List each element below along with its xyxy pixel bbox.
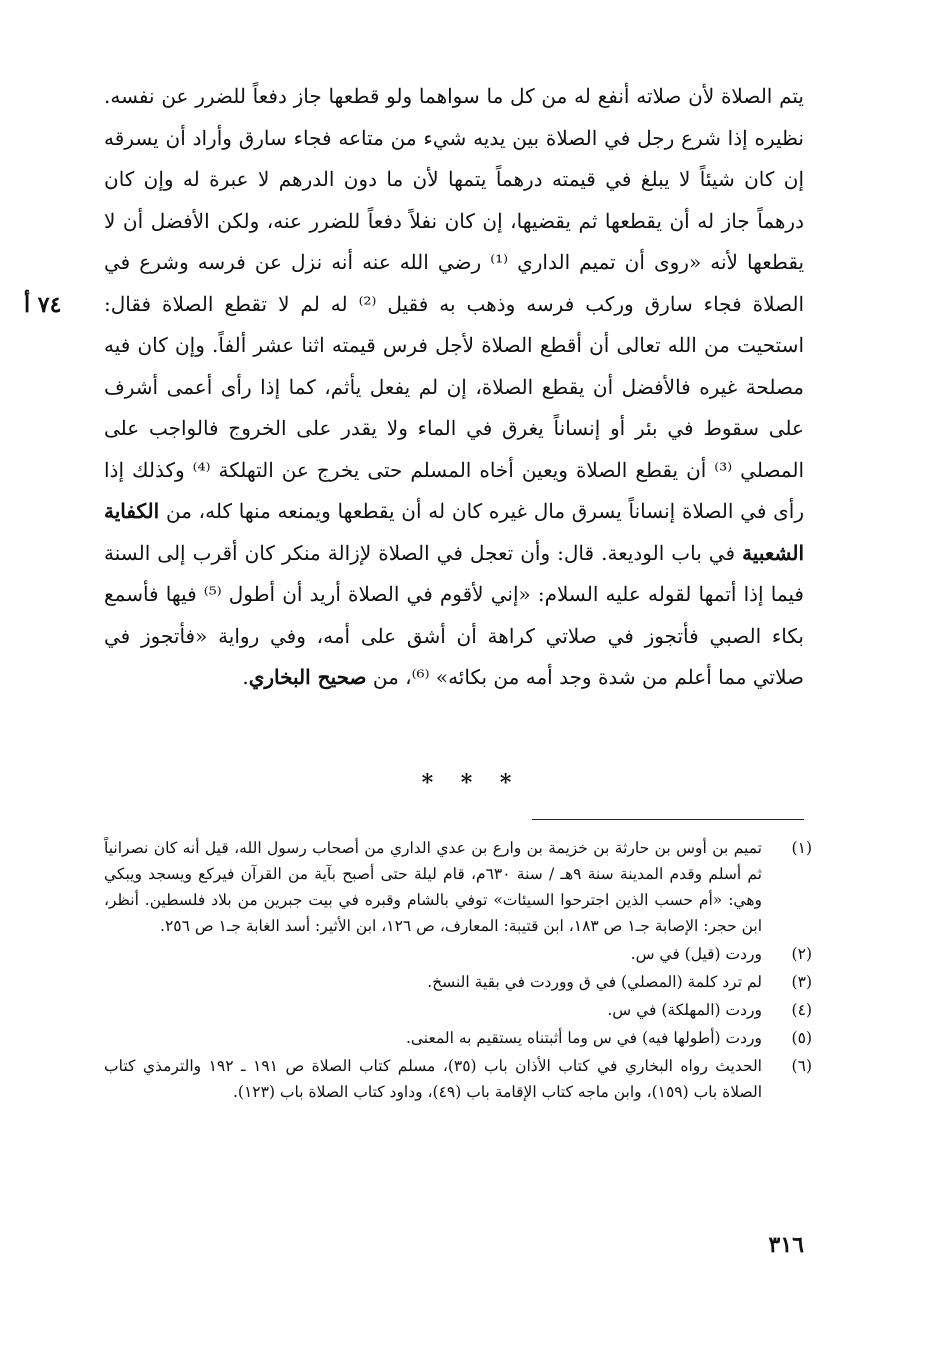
footnote-text: وردت (قيل) في س. [630,945,762,963]
footnote [104,1053,812,1105]
section-separator: * * * [421,770,522,796]
main-paragraph [104,76,804,699]
footnote-number: (٤) [791,1001,812,1019]
page-number: ٣١٦ [768,1232,804,1258]
footnotes [104,835,812,1107]
source-title-kifaya: الكفاية الشعبية [104,499,805,565]
footnote [104,997,812,1023]
footnote [104,941,812,967]
source-title-bukhari: صحيح البخاري [248,665,367,689]
main-text [104,76,804,699]
paragraph-part-2: في باب الوديعة. قال: وأن تعجل في الصلاة لإزالة منكر كان أقرب إلى السنة فيما إذا أتمها لقوله عليه السلام: «إني لأقوم في الصلاة أريد أن أطول ⁽⁵⁾ فيها فأسمع بكاء الصبي فأتجوز في صلاتي كراهة أن أشق على أمه، وفي رواية «فأتجوز في صلاتي مما أعلم من شدة وجد أمه من بكائه» ⁽⁶⁾، من [104,540,804,689]
footnote-text: وردت (أطولها فيه) في س وما أثبتناه يستقيم به المعنى. [405,1029,762,1047]
end-mark: . [242,665,249,689]
footnote [104,835,812,939]
footnote-rule [532,819,804,820]
paragraph-part-1: يتم الصلاة لأن صلاته أنفع له من كل ما سواهما ولو قطعها جاز دفعاً للضرر عن نفسه. نظيره إذا شرع رجل في الصلاة بين يديه شيء من متاعه فجاء سارق وأراد أن يسرقه إن كان شيئاً لا يبلغ في قيمته درهماً يتمها لأن ما دون الدرهم لا عبرة له وإن كان درهماً جاز له أن يقطعها ثم يقضيها، إن كان نفلاً دفعاً للضرر عنه، ولكن الأفضل أن لا يقطعها لأنه «روى أن تميم الداري ⁽¹⁾ رضي الله عنه أنه نزل عن فرسه وشرع في الصلاة فجاء سارق وركب فرسه وذهب به فقيل ⁽²⁾ له لم لا تقطع الصلاة فقال: استحيت من الله تعالى أن أقطع الصلاة لأجل فرس قيمته اثنا عشر ألفاً. وإن كان فيه مصلحة غيره فالأفضل أن يقطع الصلاة، إن لم يفعل يأثم، كما إذا رأى أعمى أشرف على سقوط في بئر أو إنساناً يغرق في الماء ولا يقدر على الخروج فالواجب على المصلي ⁽³⁾ أن يقطع الصلاة ويعين أخاه المسلم حتى يخرج عن التهلكة ⁽⁴⁾ وكذلك إذا رأى في الصلاة إنساناً يسرق مال غيره كان له أن يقطعها ويمنعه منها كله، من [104,84,805,523]
footnote-text: تميم بن أوس بن حارثة بن خزيمة بن وارع بن عدي الداري من أصحاب رسول الله، قيل أنه كان نصرانياً ثم أسلم وقدم المدينة سنة ٩هـ / سنة ٦٣٠م، قام ليلة حتى أصبح بآية من القرآن فيركع ويسجد ويبكي وهي: «أم حسب الذين اجترحوا السيئات» توفي بالشام وقبره في بيت جبرين من بلاد فلسطين. أنظر، ابن حجر: الإصابة جـ١ ص ١٨٣، ابن قتيبة: المعارف، ص ١٢٦، ابن الأثير: أسد الغابة جـ١ ص ٢٥٦. [104,839,762,935]
margin-folio-note: ٧٤ أ [24,292,62,318]
footnote [104,969,812,995]
footnote-text: الحديث رواه البخاري في كتاب الأذان باب (٣٥)، مسلم كتاب الصلاة ص ١٩١ ـ ١٩٢ والترمذي كتاب الصلاة باب (١٥٩)، وابن ماجه كتاب الإقامة باب (٤٩)، وداود كتاب الصلاة باب (١٢٣). [104,1057,762,1101]
footnote [104,1025,812,1051]
footnote-number: (١) [791,839,812,857]
footnote-number: (٥) [791,1029,812,1047]
footnote-number: (٦) [791,1057,812,1075]
footnote-text: وردت (المهلكة) في س. [607,1001,762,1019]
footnote-number: (٣) [791,973,812,991]
footnote-text: لم ترد كلمة (المصلي) في ق ووردت في بقية النسخ. [427,973,762,991]
footnote-number: (٢) [791,945,812,963]
